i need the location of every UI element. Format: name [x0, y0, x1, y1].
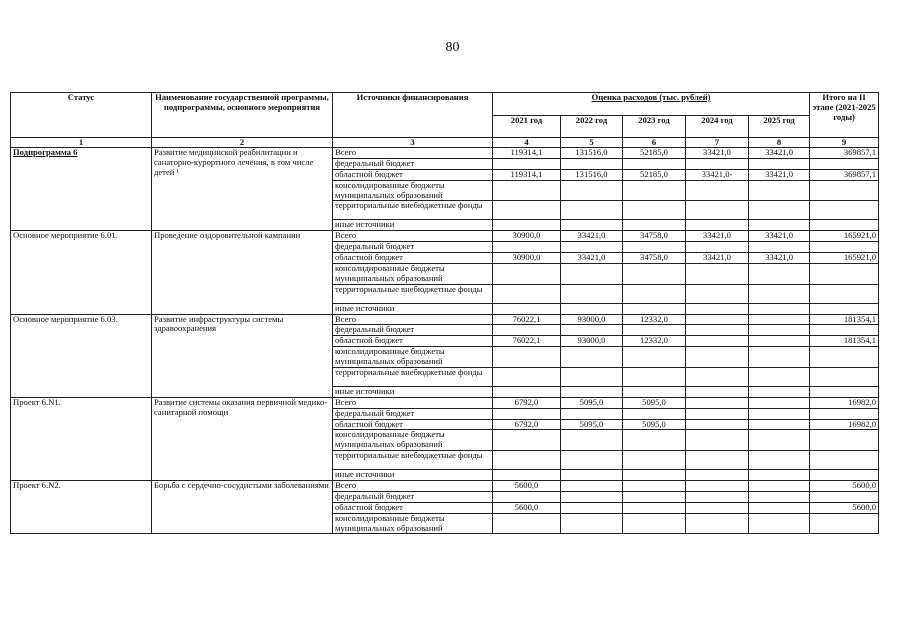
row-funding-source: областной бюджет	[333, 502, 493, 513]
row-year-value	[623, 201, 686, 220]
row-year-value	[749, 303, 810, 314]
row-year-value	[686, 303, 749, 314]
row-year-value	[686, 470, 749, 481]
row-year-value	[623, 408, 686, 419]
row-year-value	[623, 220, 686, 231]
row-year-value: 34758,0	[623, 231, 686, 242]
row-funding-source: иные источники	[333, 303, 493, 314]
table-row	[11, 481, 879, 492]
row-year-value	[749, 419, 810, 430]
row-year-value	[561, 284, 623, 303]
row-funding-source: областной бюджет	[333, 253, 493, 264]
row-year-value	[561, 263, 623, 284]
row-year-value: 76022,1	[493, 336, 561, 347]
row-funding-source: Всего	[333, 481, 493, 492]
row-year-value	[561, 220, 623, 231]
row-year-value	[686, 180, 749, 201]
row-year-value: 119314,1	[493, 169, 561, 180]
row-year-value	[623, 347, 686, 368]
row-total-value	[810, 158, 879, 169]
row-year-value	[623, 367, 686, 386]
row-total-value	[810, 242, 879, 253]
row-year-value	[686, 220, 749, 231]
row-year-value	[493, 347, 561, 368]
row-funding-source: консолидированные бюджеты муниципальных образований	[333, 513, 493, 534]
row-year-value	[749, 336, 810, 347]
row-year-value: 5095,0	[623, 397, 686, 408]
row-year-value: 5095,0	[561, 397, 623, 408]
row-year-value	[686, 386, 749, 397]
row-funding-source: Всего	[333, 397, 493, 408]
row-year-value: 5095,0	[623, 419, 686, 430]
row-year-value	[623, 263, 686, 284]
page-number: 80	[445, 40, 460, 55]
row-year-value: 33421,0	[561, 231, 623, 242]
row-program-name: Проведение оздоровительной кампании	[152, 231, 333, 314]
row-year-value	[561, 470, 623, 481]
row-year-value: 33421,0	[686, 148, 749, 159]
col-number: 4	[493, 138, 561, 148]
row-year-value: 131516,0	[561, 169, 623, 180]
row-year-value	[561, 502, 623, 513]
col-number: 9	[810, 138, 879, 148]
row-year-value	[686, 201, 749, 220]
row-total-value: 181354,1	[810, 336, 879, 347]
row-year-value	[493, 430, 561, 451]
row-year-value	[749, 201, 810, 220]
row-program-name: Развитие системы оказания первичной медико-санитарной помощи	[152, 397, 333, 480]
row-funding-source: консолидированные бюджеты муниципальных образований	[333, 430, 493, 451]
row-year-value	[561, 386, 623, 397]
row-year-value	[749, 180, 810, 201]
row-total-value	[810, 180, 879, 201]
row-year-value	[686, 408, 749, 419]
row-status	[11, 231, 152, 314]
row-funding-source: Всего	[333, 148, 493, 159]
row-year-value	[749, 386, 810, 397]
row-funding-source: иные источники	[333, 386, 493, 397]
row-year-value	[686, 347, 749, 368]
row-year-value	[749, 242, 810, 253]
row-year-value	[623, 481, 686, 492]
table-row	[11, 314, 879, 325]
row-year-value	[493, 284, 561, 303]
row-status	[11, 397, 152, 480]
row-total-value: 369857,1	[810, 148, 879, 159]
row-total-value	[810, 263, 879, 284]
row-total-value	[810, 470, 879, 481]
row-year-value	[561, 242, 623, 253]
row-year-value	[686, 314, 749, 325]
row-year-value	[493, 158, 561, 169]
row-total-value	[810, 367, 879, 386]
row-year-value	[686, 336, 749, 347]
row-total-value	[810, 220, 879, 231]
row-funding-source: Всего	[333, 314, 493, 325]
row-total-value: 165921,0	[810, 231, 879, 242]
row-year-value	[493, 470, 561, 481]
row-year-value	[623, 451, 686, 470]
row-funding-source: иные источники	[333, 470, 493, 481]
col-number: 8	[749, 138, 810, 148]
row-total-value: 16982,0	[810, 419, 879, 430]
row-year-value	[561, 451, 623, 470]
row-status	[11, 481, 152, 534]
col-number: 7	[686, 138, 749, 148]
row-year-value	[686, 502, 749, 513]
row-year-value	[749, 314, 810, 325]
row-year-value: 12332,0	[623, 336, 686, 347]
row-year-value: 6792,0	[493, 419, 561, 430]
row-year-value	[686, 284, 749, 303]
header-estimate-label: Оценка расходов (тыс. рублей)	[591, 92, 711, 102]
row-year-value	[749, 481, 810, 492]
row-year-value	[493, 220, 561, 231]
row-total-value	[810, 201, 879, 220]
row-year-value	[623, 430, 686, 451]
row-status-text: Подпрограмма 6	[13, 147, 78, 157]
header-year: 2022 год	[561, 115, 623, 138]
row-year-value	[561, 201, 623, 220]
row-year-value: 76022,1	[493, 314, 561, 325]
table-body	[11, 148, 879, 534]
row-year-value: 33421,0	[749, 253, 810, 264]
row-funding-source: федеральный бюджет	[333, 242, 493, 253]
col-number: 5	[561, 138, 623, 148]
row-year-value: 33421,0	[686, 253, 749, 264]
header-year: 2021 год	[493, 115, 561, 138]
row-year-value	[561, 158, 623, 169]
row-year-value	[749, 220, 810, 231]
header-year: 2025 год	[749, 115, 810, 138]
row-year-value	[623, 513, 686, 534]
row-year-value	[623, 284, 686, 303]
col-number: 6	[623, 138, 686, 148]
row-year-value	[749, 347, 810, 368]
row-total-value	[810, 325, 879, 336]
row-funding-source: иные источники	[333, 220, 493, 231]
header-year: 2023 год	[623, 115, 686, 138]
row-year-value	[561, 481, 623, 492]
row-year-value: 93000,0	[561, 336, 623, 347]
table-row	[11, 148, 879, 159]
row-year-value	[686, 397, 749, 408]
row-year-value: 33421,0	[686, 231, 749, 242]
row-year-value	[493, 180, 561, 201]
row-year-value	[749, 451, 810, 470]
row-year-value	[623, 180, 686, 201]
row-total-value: 181354,1	[810, 314, 879, 325]
row-year-value: 6792,0	[493, 397, 561, 408]
row-year-value: 5600,0	[493, 481, 561, 492]
row-program-name: Развитие медицинской реабилитации и санаторно-курортного лечения, в том числе детей ¹	[152, 148, 333, 231]
row-year-value	[749, 502, 810, 513]
row-year-value: 93000,0	[561, 314, 623, 325]
row-status-text: Основное мероприятие 6.03.	[13, 314, 118, 324]
row-year-value: 52185,0	[623, 148, 686, 159]
row-funding-source: территориальные внебюджетные фонды	[333, 284, 493, 303]
header-name: Наименование государственной программы, подпрограммы, основного мероприятия	[152, 93, 333, 138]
header-estimate	[493, 93, 810, 116]
row-funding-source: консолидированные бюджеты муниципальных образований	[333, 347, 493, 368]
row-total-value	[810, 284, 879, 303]
row-year-value	[686, 419, 749, 430]
header-year: 2024 год	[686, 115, 749, 138]
row-year-value	[749, 430, 810, 451]
row-year-value	[493, 367, 561, 386]
row-year-value	[749, 491, 810, 502]
row-year-value	[493, 491, 561, 502]
row-funding-source: территориальные внебюджетные фонды	[333, 451, 493, 470]
row-year-value	[561, 408, 623, 419]
row-year-value: 33421,0-	[686, 169, 749, 180]
col-number: 3	[333, 138, 493, 148]
row-year-value	[623, 303, 686, 314]
row-total-value	[810, 491, 879, 502]
row-year-value: 34758,0	[623, 253, 686, 264]
row-year-value	[493, 303, 561, 314]
row-year-value	[749, 470, 810, 481]
row-total-value	[810, 513, 879, 534]
row-year-value	[493, 386, 561, 397]
row-year-value	[686, 242, 749, 253]
row-funding-source: территориальные внебюджетные фонды	[333, 201, 493, 220]
row-year-value	[561, 325, 623, 336]
row-year-value	[493, 408, 561, 419]
row-program-name: Борьба с сердечно-сосудистыми заболеваниями	[152, 481, 333, 534]
row-year-value	[686, 325, 749, 336]
row-year-value: 30900,0	[493, 231, 561, 242]
row-total-value: 369857,1	[810, 169, 879, 180]
budget-table	[10, 92, 879, 534]
row-year-value	[686, 451, 749, 470]
row-year-value: 52185,0	[623, 169, 686, 180]
row-status	[11, 314, 152, 397]
row-funding-source: федеральный бюджет	[333, 408, 493, 419]
row-total-value	[810, 408, 879, 419]
row-total-value	[810, 451, 879, 470]
row-year-value	[493, 451, 561, 470]
row-status-text: Проект 6.N2.	[13, 480, 61, 490]
row-year-value	[623, 502, 686, 513]
row-year-value	[561, 180, 623, 201]
row-total-value: 16982,0	[810, 397, 879, 408]
row-status-text: Основное мероприятие 6.01.	[13, 230, 118, 241]
row-total-value	[810, 347, 879, 368]
row-year-value	[686, 263, 749, 284]
row-funding-source: Всего	[333, 231, 493, 242]
row-year-value	[561, 430, 623, 451]
row-funding-source: федеральный бюджет	[333, 158, 493, 169]
row-year-value	[686, 491, 749, 502]
row-total-value	[810, 430, 879, 451]
row-year-value	[561, 513, 623, 534]
row-total-value	[810, 386, 879, 397]
row-status	[11, 148, 152, 231]
row-year-value	[686, 430, 749, 451]
row-year-value: 12332,0	[623, 314, 686, 325]
row-program-name: Развитие инфраструктуры системы здравоохранения	[152, 314, 333, 397]
row-year-value	[749, 513, 810, 534]
row-year-value	[749, 284, 810, 303]
row-year-value: 30900,0	[493, 253, 561, 264]
row-funding-source: федеральный бюджет	[333, 491, 493, 502]
row-funding-source: консолидированные бюджеты муниципальных образований	[333, 180, 493, 201]
row-year-value: 33421,0	[749, 148, 810, 159]
row-funding-source: областной бюджет	[333, 336, 493, 347]
row-year-value	[561, 491, 623, 502]
row-funding-source: областной бюджет	[333, 419, 493, 430]
row-year-value	[623, 325, 686, 336]
row-year-value	[493, 513, 561, 534]
row-year-value	[493, 201, 561, 220]
row-funding-source: федеральный бюджет	[333, 325, 493, 336]
row-year-value	[623, 242, 686, 253]
row-year-value	[623, 158, 686, 169]
row-year-value: 131516,0	[561, 148, 623, 159]
row-year-value: 33421,0	[749, 231, 810, 242]
row-year-value: 5095,0	[561, 419, 623, 430]
row-funding-source: территориальные внебюджетные фонды	[333, 367, 493, 386]
row-year-value	[623, 491, 686, 502]
row-year-value	[561, 303, 623, 314]
row-year-value	[686, 158, 749, 169]
table-row	[11, 397, 879, 408]
row-year-value	[493, 242, 561, 253]
header-source: Источники финансирования	[333, 93, 493, 138]
col-number: 2	[152, 138, 333, 148]
row-year-value	[749, 408, 810, 419]
row-year-value	[623, 386, 686, 397]
row-total-value	[810, 303, 879, 314]
row-year-value	[561, 347, 623, 368]
row-year-value	[749, 367, 810, 386]
table-row	[11, 231, 879, 242]
row-year-value	[749, 263, 810, 284]
row-status-text: Проект 6.N1.	[13, 397, 61, 407]
row-year-value: 33421,0	[749, 169, 810, 180]
row-year-value	[623, 470, 686, 481]
col-number: 1	[11, 138, 152, 148]
row-year-value	[749, 158, 810, 169]
row-year-value: 5600,0	[493, 502, 561, 513]
row-year-value	[493, 325, 561, 336]
row-year-value	[493, 263, 561, 284]
row-year-value	[686, 513, 749, 534]
row-year-value: 119314,1	[493, 148, 561, 159]
row-year-value	[686, 367, 749, 386]
row-total-value: 5600,0	[810, 481, 879, 492]
row-year-value	[749, 397, 810, 408]
header-total: Итого на II этапе (2021-2025 годы)	[810, 93, 879, 138]
row-year-value: 33421,0	[561, 253, 623, 264]
row-funding-source: областной бюджет	[333, 169, 493, 180]
row-total-value: 165921,0	[810, 253, 879, 264]
row-year-value	[561, 367, 623, 386]
header-status: Статус	[11, 93, 152, 138]
row-total-value: 5600,0	[810, 502, 879, 513]
row-year-value	[686, 481, 749, 492]
row-funding-source: консолидированные бюджеты муниципальных образований	[333, 263, 493, 284]
row-year-value	[749, 325, 810, 336]
